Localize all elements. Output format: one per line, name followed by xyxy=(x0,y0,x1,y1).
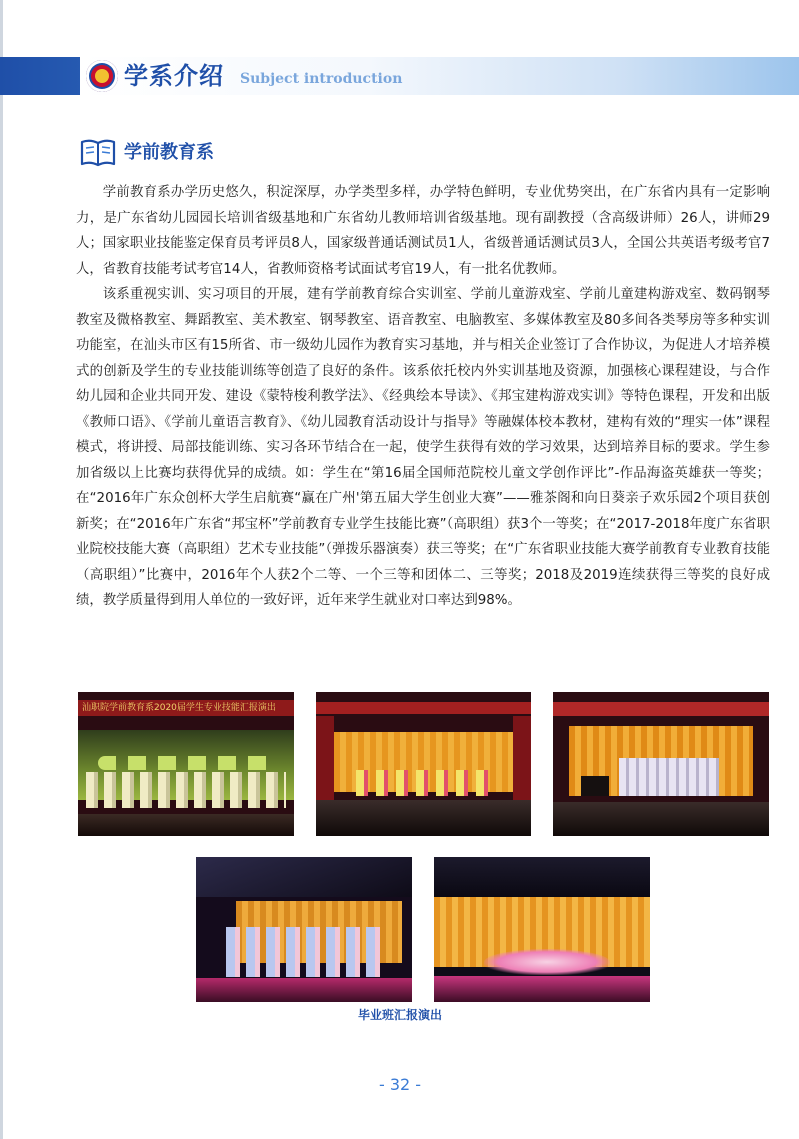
paragraph-1: 学前教育系办学历史悠久，积淀深厚，办学类型多样，办学特色鲜明，专业优势突出，在广东省内具有一定影响力，是广东省幼儿园园长培训省级基地和广东省幼儿教师培训省级基地。现有副教授（含高级讲师）26人，讲师29人；国家职业技能鉴定保育员考评员8人，国家级普通话测试员1人，省级普通话测试员3人，全国公共英语考级考官7人，省教育技能考试考官14人，省教师资格考试面试考官19人，有一批名优教师。 xyxy=(76,185,770,277)
audience xyxy=(316,800,531,836)
photo-choir xyxy=(553,692,769,836)
page-edge-rule xyxy=(0,0,3,1139)
photo-banner xyxy=(78,700,294,716)
red-side-curtains xyxy=(316,716,334,806)
paragraph-2: 该系重视实训、实习项目的开展，建有学前教育综合实训室、学前儿童游戏室、学前儿童建构游戏室、数码钢琴教室及微格教室、舞蹈教室、美术教室、钢琴教室、语音教室、电脑教室、多媒体教室及80多间各类琴房等多种实训功能室，在汕头市区有15所省、市一级幼儿园作为教育实习基地，并与相关企业签订了合作协议，为促进人才培养模式的创新及学生的专业技能训练等创造了良好的条件。该系依托校内外实训基地及资源，加强核心课程建设，与合作幼儿园和企业共同开发、建设《蒙特梭利教学法》、《经典绘本导读》、《邦宝建构游戏实训》等特色课程，开发和出版《教师口语》、《学前儿童语言教育》、《幼儿园教育活动设计与指导》等融媒体校本教材，建构有效的“理实一体”课程模式，将讲授、局部技能训练、实习各环节结合在一起，使学生获得有效的学习效果，达到培养目标的要求。学生参加省级以上比赛均获得优异的成绩。如：学生在“第16届全国师范院校儿童文学创作评比”-作品海盗英雄获一等奖；在“2016年广东众创杯大学生启航赛“赢在广州'第五届大学生创业大赛”——雅茶阁和向日葵亲子欢乐园2个项目获创新奖；在“2016年广东省“邦宝杯”学前教育专业学生技能比赛”（高职组）获3个一等奖；在“2017-2018年度广东省职业院校技能大赛（高职组）艺术专业技能”（弹拨乐器演奏）获三等奖；在“广东省职业技能大赛学前教育专业教育技能（高职组）”比赛中，2016年个人获2个二等、一个三等和团体二、三等奖；2018及2019连续获得三等奖的良好成绩，教学质量得到用人单位的一致好评，近年来学生就业对口率达到98%。 xyxy=(76,287,770,608)
school-emblem-icon xyxy=(86,60,118,92)
section-title: 学前教育系 xyxy=(124,142,214,163)
dancers xyxy=(484,949,610,975)
photo-children-show xyxy=(316,692,531,836)
umbrellas xyxy=(98,756,274,770)
choir-singers xyxy=(619,758,719,796)
audience xyxy=(553,802,769,836)
emblem-center xyxy=(95,69,109,83)
performers xyxy=(356,770,491,796)
stage-floor xyxy=(434,976,650,1002)
piano xyxy=(581,776,609,796)
header-subtitle: Subject introduction xyxy=(240,71,403,87)
photo-banner xyxy=(553,702,769,716)
dancers xyxy=(86,772,286,808)
banner-text: 汕职院学前教育系2020届学生专业技能汇报演出 xyxy=(82,703,276,713)
performers xyxy=(226,927,382,977)
photo-umbrella-dance xyxy=(78,692,294,836)
header-title: 学系介绍 xyxy=(124,62,224,90)
photo-banner xyxy=(316,702,531,714)
red-side-curtains xyxy=(513,716,531,806)
stage-floor xyxy=(196,978,412,1002)
photo-caption: 毕业班汇报演出 xyxy=(357,1008,442,1022)
photo-singers xyxy=(196,857,412,1002)
ceiling-lights xyxy=(196,857,412,897)
page-number: - 32 - xyxy=(378,1075,422,1094)
ceiling-lights xyxy=(434,857,650,897)
stage-floor xyxy=(78,814,294,836)
body-text xyxy=(76,180,770,614)
photo-dance-formation xyxy=(434,857,650,1002)
open-book-icon xyxy=(80,138,116,168)
